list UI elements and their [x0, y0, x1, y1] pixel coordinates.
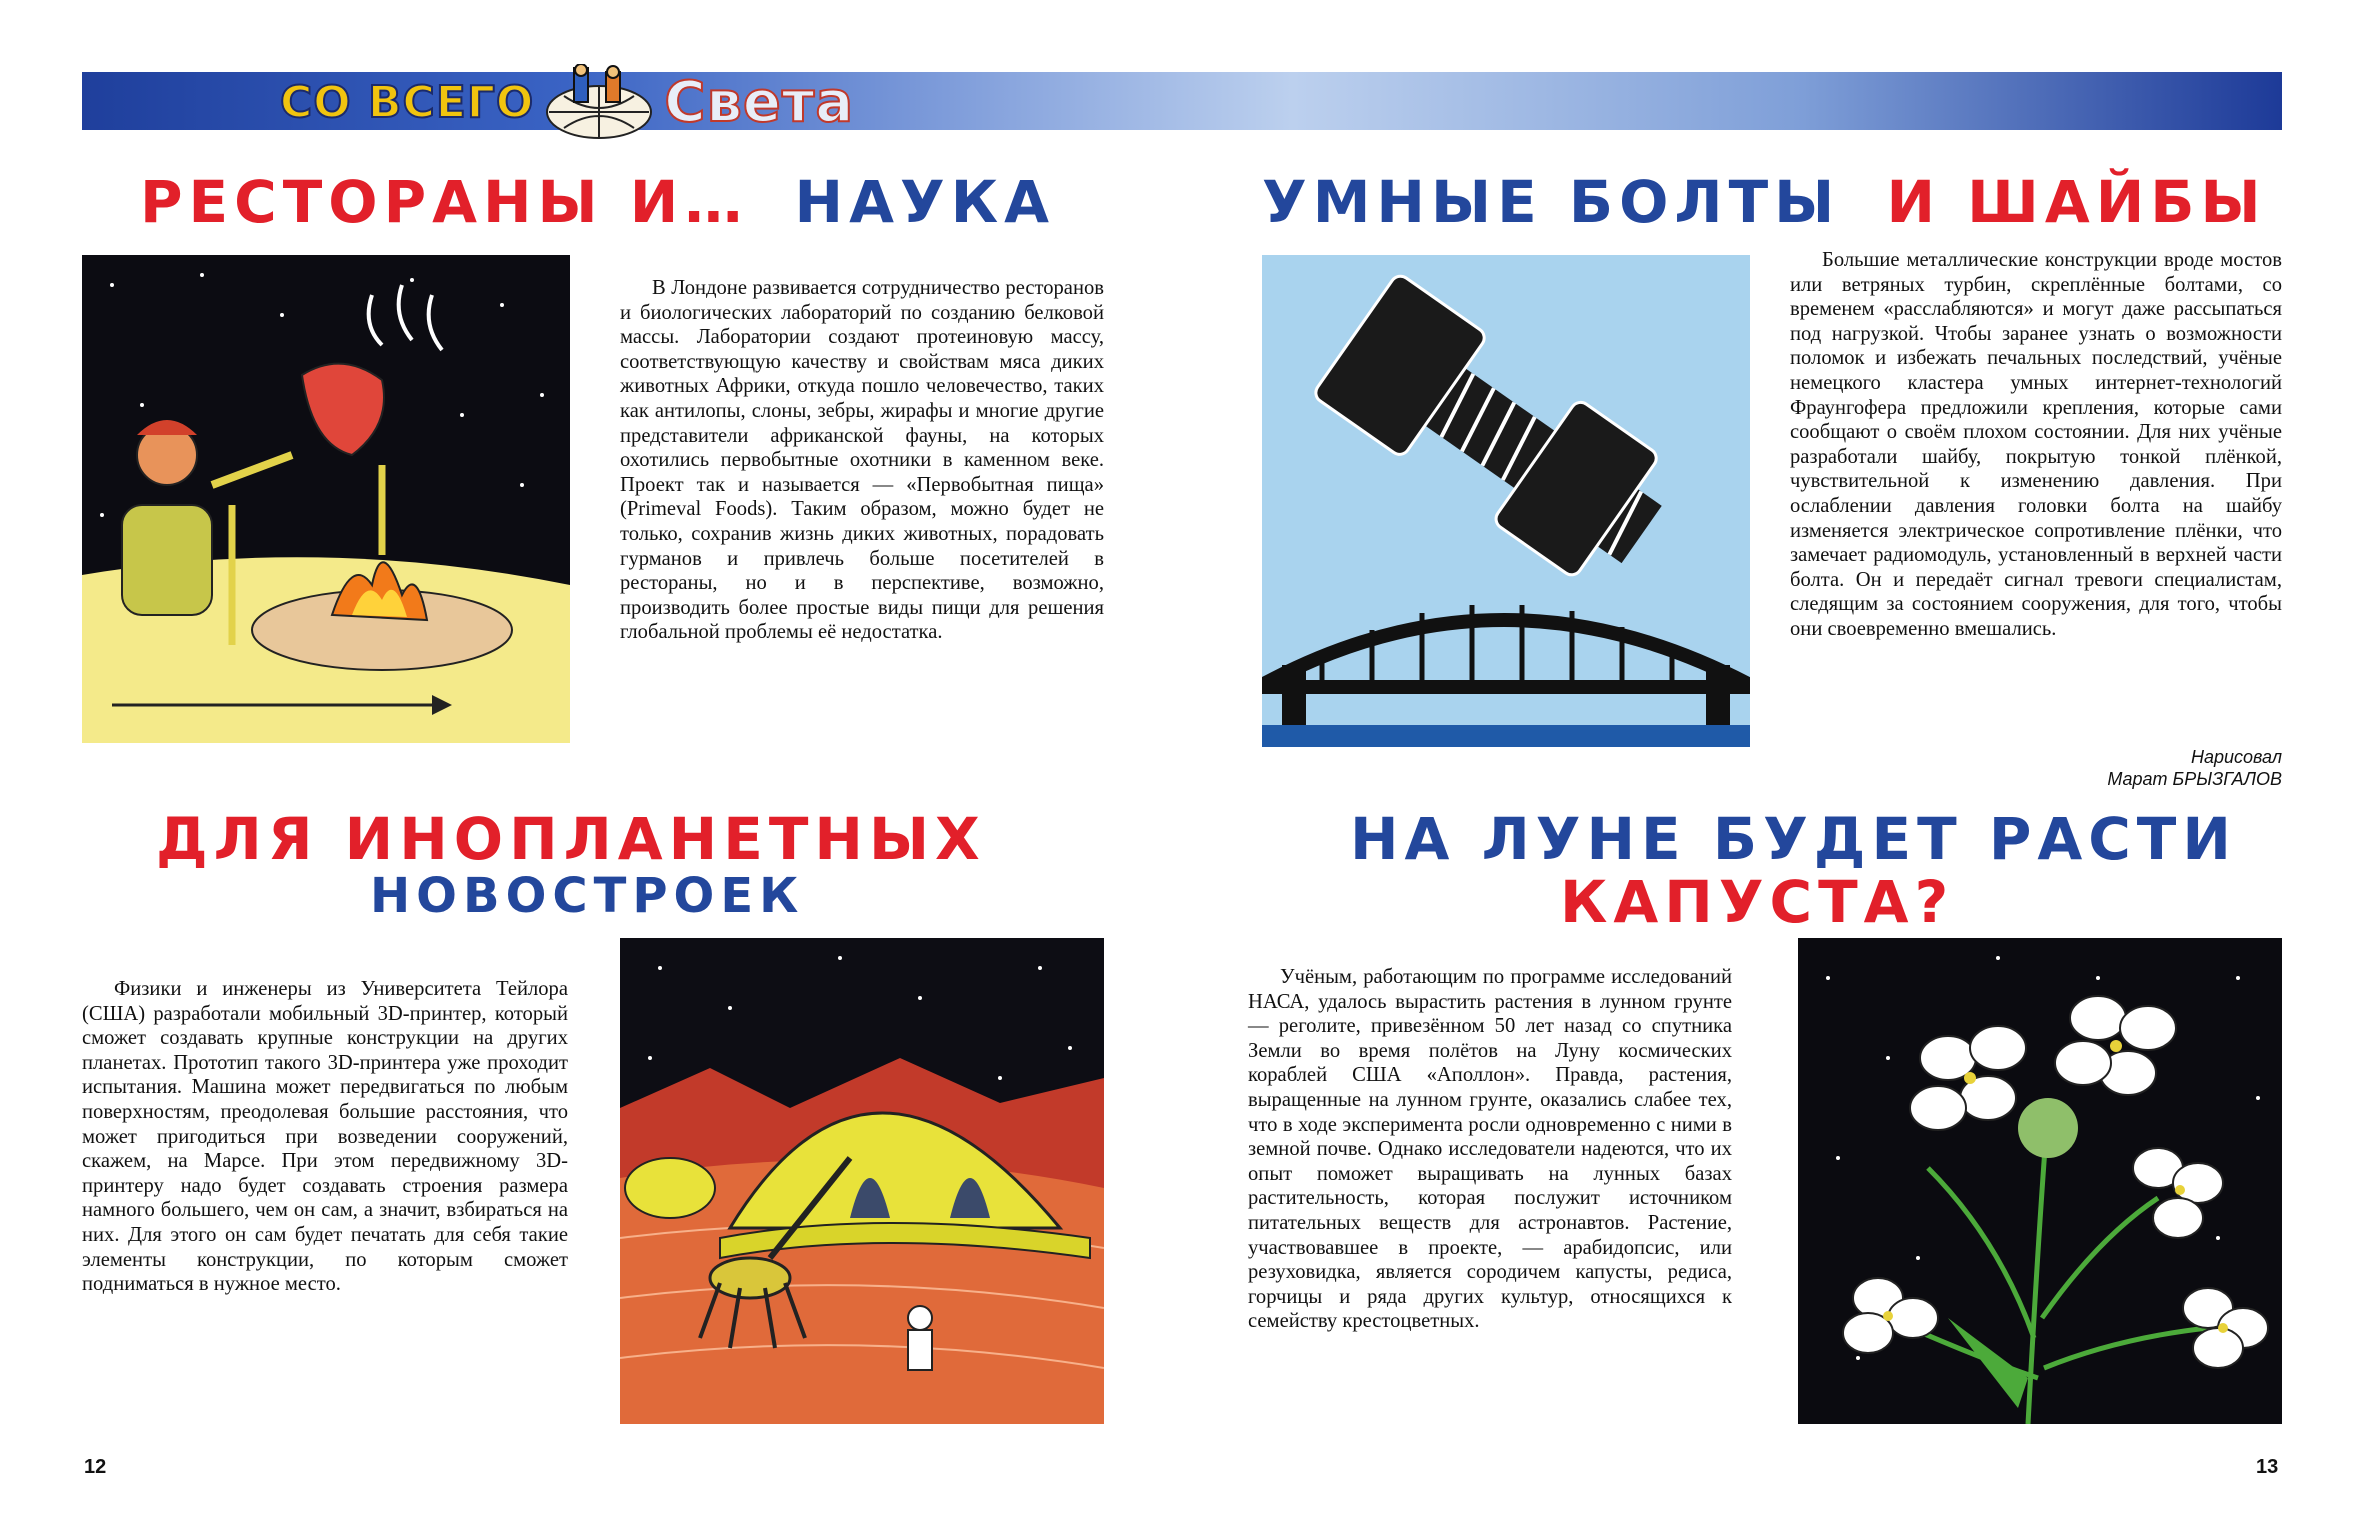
article-1-text [620, 276, 1104, 645]
article-1-title-part-a: РЕСТОРАНЫ И… [140, 168, 749, 236]
bolts-bridge-illustration [1262, 255, 1750, 747]
article-4-title-line-1: НА ЛУНЕ БУДЕТ РАСТИ [1350, 805, 2237, 873]
article-4-paragraph: Учёным, работающим по программе исследований НАСА, удалось вырастить растения в лунном грунте — реголите, привезённом 50 лет назад со спутника Земли во время полётов на Луну космических кораблей США «Аполлон». Правда, растения, выращенные на лунном грунте, оказались слабее тех, что в ходе эксперимента росли одновременно с ними в земной почве. Однако исследователи надеются, что их опыт поможет выращивать на лунных базах растительность, которая послужит источником питательных веществ для астронавтов. Растение, участвовавшее в проекте, — арабидопсис, или резуховидка, является сородичем капусты, редиса, горчицы и ряда других культур, относящихся к семейству крестоцветных. [1248, 966, 1732, 1333]
section-title-word-1: СО ВСЕГО [280, 76, 535, 128]
page-number-right: 13 [2256, 1456, 2279, 1478]
article-4-text [1248, 965, 1732, 1334]
article-3-title-line-1: ДЛЯ ИНОПЛАНЕТНЫХ [156, 805, 986, 873]
article-3-paragraph: Физики и инженеры из Университета Тейлора (США) разработали мобильный 3D-принтер, который сможет создавать крупные конструкции на других планетах. Прототип такого 3D-принтера уже проходит испытания. Машина может передвигаться по любым поверхностям, преодолевая большие расстояния, что может пригодиться при возведении сооружений, скажем, на Марсе. При этом передвижному 3D-принтеру надо будет создавать строения размера намного большего, чем он сам, а значит, взбираться на них. Для этого он сам будет печатать для себя такие элементы конструкции, по которым сможет подниматься в нужное место. [82, 978, 568, 1296]
article-1-title [140, 168, 1055, 236]
article-2-title-part-b: И ШАЙБЫ [1886, 168, 2267, 236]
article-2-title-part-a: УМНЫЕ БОЛТЫ [1262, 168, 1841, 236]
credit-name: Марат БРЫЗГАЛОВ [2107, 769, 2282, 789]
arabidopsis-flowers-illustration [1798, 938, 2282, 1424]
section-title-word-2: Света [664, 69, 855, 135]
section-title [280, 64, 854, 140]
article-2-title [1262, 168, 2267, 236]
credit-label: Нарисовал [2190, 747, 2282, 767]
article-3-text [82, 977, 568, 1297]
illustrator-credit [1982, 746, 2282, 790]
article-2-text [1790, 248, 2282, 642]
mars-dome-illustration [620, 938, 1104, 1424]
article-1-paragraph: В Лондоне развивается сотрудничество ресторанов и биологических лабораторий по созданию белковой массы. Лаборатории создают протеиновую массу, соответствующую качеству и свойствам мяса диких животных Африки, откуда пошло человечество, таких как антилопы, слоны, зебры, жирафы и многие другие представители африканской фауны, на которых охотились первобытные охотники в каменном веке. Проект так и называется — «Первобытная пища» (Primeval Foods). Таким образом, можно будет не только, сохранив жизнь диких животных, порадовать гурманов и привлечь больше посетителей в рестораны, но и в перспективе, возможно, производить более простые виды пищи для решения глобальной проблемы её недостатка. [620, 277, 1104, 644]
page-number-left: 12 [84, 1456, 107, 1478]
globe-travelers-icon [544, 64, 654, 140]
article-4-title-line-2: КАПУСТА? [1560, 868, 1955, 936]
article-3-title-line-2: НОВОСТРОЕК [370, 868, 805, 924]
article-2-paragraph: Большие металлические конструкции вроде мостов или ветряных турбин, скреплённые болтами, со временем «расслабляются» и могут даже рассыпаться под нагрузкой. Чтобы заранее узнать о возможности поломок и избежать печальных последствий, учёные немецкого кластера умных интернет-технологий Фраунгофера предложили крепления, которые сами сообщают о своём плохом состоянии. Для них учёные разработали шайбу, покрытую тонкой плёнкой, чувствительной к изменению давления. При ослаблении давления головки болта на шайбу изменяется электрическое сопротивление плёнки, что замечает радиомодуль, установленный в верхней части болта. Он и передаёт сигнал тревоги специалистам, следящим за состоянием сооружения, для того, чтобы они своевременно вмешались. [1790, 249, 2282, 640]
article-1-title-part-b: НАУКА [794, 168, 1055, 236]
caveman-fire-illustration [82, 255, 570, 743]
